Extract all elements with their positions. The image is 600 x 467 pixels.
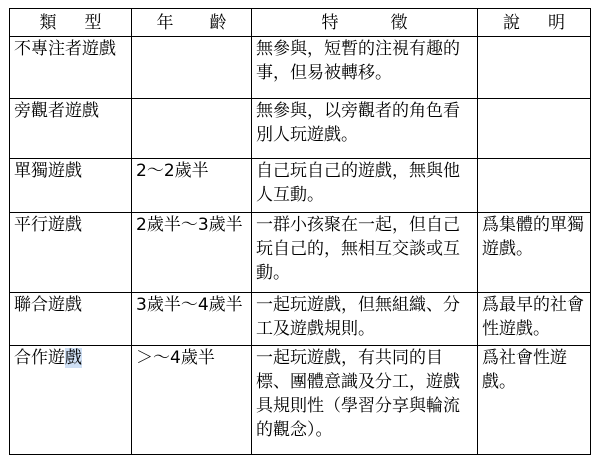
age-cell: 3歲半～4歲半 <box>132 293 252 346</box>
type-cell: 單獨遊戲 <box>10 159 132 213</box>
type-text: 合作遊 <box>14 348 65 368</box>
header-row <box>10 9 591 37</box>
table-row <box>10 159 591 213</box>
note-cell: 爲集體的單獨遊戲。 <box>478 213 591 293</box>
header-age: 年 齡 <box>132 9 252 37</box>
header-note: 說 明 <box>478 9 591 37</box>
feature-cell: 一起玩遊戲，但無組織、分工及遊戲規則。 <box>252 293 478 346</box>
age-cell <box>132 99 252 159</box>
feature-cell: 無參與，以旁觀者的角色看別人玩遊戲。 <box>252 99 478 159</box>
type-cell: 平行遊戲 <box>10 213 132 293</box>
type-cell: 旁觀者遊戲 <box>10 99 132 159</box>
table-row <box>10 346 591 455</box>
age-cell: 2～2歲半 <box>132 159 252 213</box>
feature-cell: 自己玩自己的遊戲，無與他人互動。 <box>252 159 478 213</box>
note-cell <box>478 99 591 159</box>
selected-text[interactable]: 戲 <box>65 348 82 368</box>
play-types-table <box>9 8 591 455</box>
note-cell <box>478 37 591 99</box>
age-cell <box>132 37 252 99</box>
feature-cell: 一群小孩聚在一起，但自己玩自己的，無相互交談或互動。 <box>252 213 478 293</box>
age-cell: 2歲半～3歲半 <box>132 213 252 293</box>
note-cell: 爲最早的社會性遊戲。 <box>478 293 591 346</box>
table-row <box>10 293 591 346</box>
table-row <box>10 99 591 159</box>
feature-cell: 無參與，短暫的注視有趣的事，但易被轉移。 <box>252 37 478 99</box>
age-cell: ＞～4歲半 <box>132 346 252 455</box>
table-row <box>10 213 591 293</box>
table-row <box>10 37 591 99</box>
note-cell <box>478 159 591 213</box>
header-feature: 特 徵 <box>252 9 478 37</box>
type-cell: 不專注者遊戲 <box>10 37 132 99</box>
note-cell: 爲社會性遊戲。 <box>478 346 591 455</box>
feature-cell: 一起玩遊戲，有共同的目標、團體意識及分工，遊戲具規則性（學習分享與輪流的觀念）。 <box>252 346 478 455</box>
type-cell <box>10 346 132 455</box>
type-cell: 聯合遊戲 <box>10 293 132 346</box>
header-type: 類 型 <box>10 9 132 37</box>
